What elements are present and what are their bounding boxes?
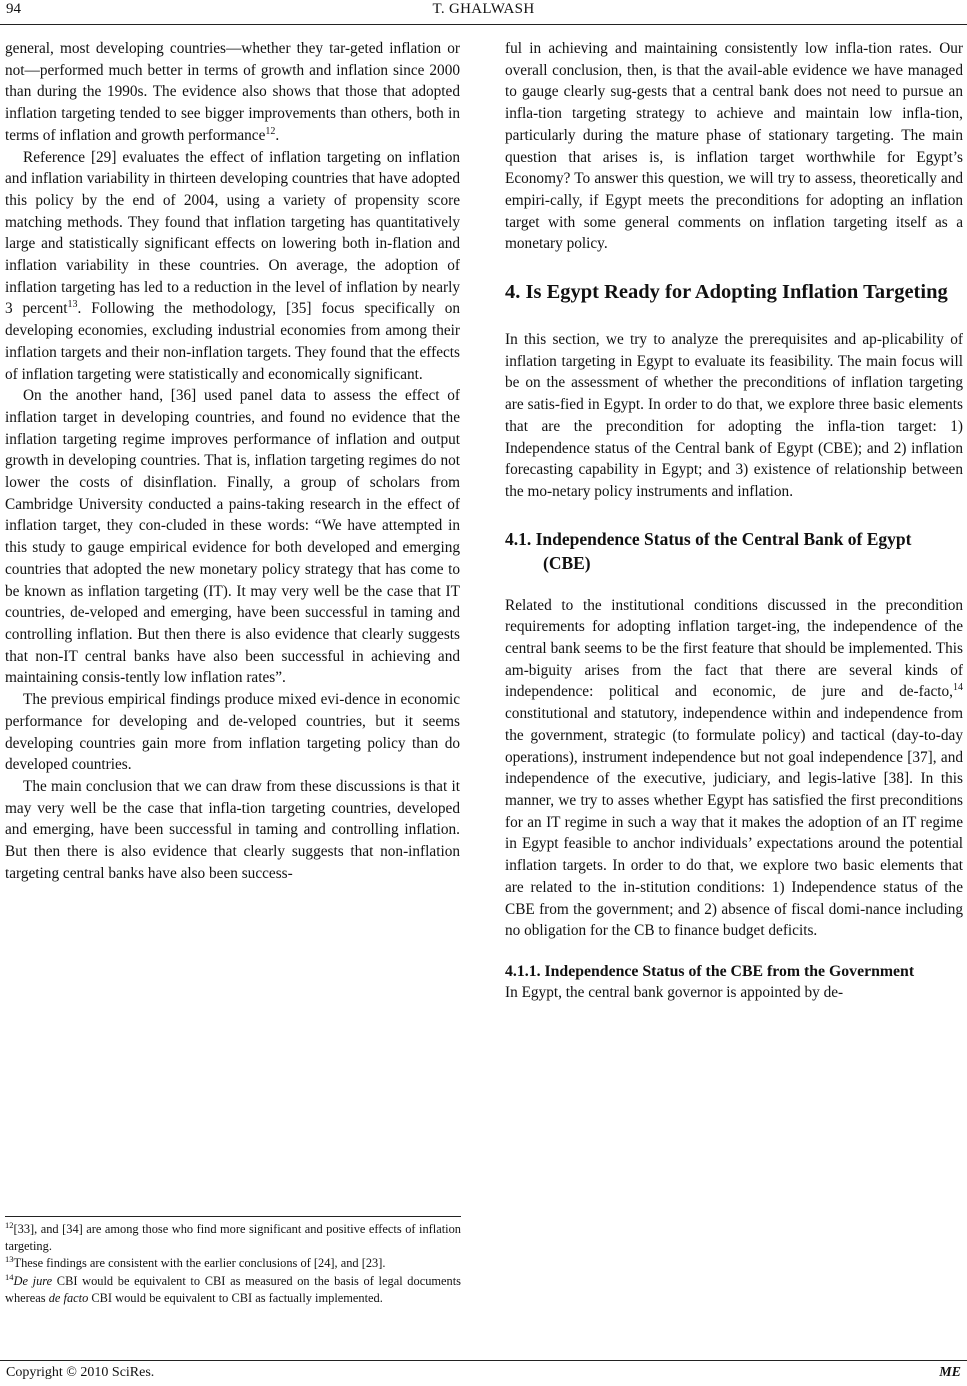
paragraph: ful in achieving and maintaining consistently low infla-tion rates. Our overall conclusion, then, is that the avail-able evidence we have managed to gauge clearly sug-gests that a central bank does not need to pursue an infla-tion targeting strategy to achieve and maintain low infla-tion, particularly during the mature phase of stationary targeting. The main question that arises is, is inflation target worthwhile for Egypt’s Economy? To answer this question, we will try to assess, theoretically and empiri-cally, if Egypt meets the preconditions for adopting an inflation target with some general comments on inflation targeting itself as a monetary policy. bbox=[505, 40, 963, 253]
paragraph: On the another hand, [36] used panel data to assess the effect of inflation target in developing countries, and found no evidence that the inflation targeting regime improves performance of inflation and output growth in developing countries. That is, inflation targeting regimes do not lower the costs of disinflation. Finally, a group of scholars from Cambridge University conducted a pains-taking research in the effect of inflation target, they con-cluded in these words: “We have attempted in this study to gauge empirical evidence for both developed and emerging countries that adopted the new monetary policy strategy that has come to be known as inflation targeting (IT). It may very well be the case that IT countries, de-veloped and emerging, have been successful in taming and controlling inflation. But then there is also evidence that clearly suggests that non-IT central banks have also been successful in achieving and maintaining consis-tently low inflation rates”. bbox=[5, 387, 460, 687]
paragraph: Related to the institutional conditions discussed in the precondition requirements for adopting inflation target-ing, the independence of the central bank seems to be the first feature that should be implemented. This am-biguity arises from the fact that there are several kinds of independence: political and economic, de jure and de-facto,$^{14}$ constitutional and statutory, independence within and independence from the government, strategic (to formulate policy) and tactical (day-to-day operations), instrument independence but not goal independence [37], and independence of the executive, judiciary, and legis-lative [38]. In this manner, we try to asses whether Egypt has satisfied the first preconditions for an IT regime in such a way that it makes the adoption of an IT regime in Egypt feasible to anchor individuals’ expectations around the potential inflation targets. In order to do that, we explore two basic elements that are related to the in-stitution conditions: 1) Independence status of the CBE from the government; and 2) absence of fiscal domi-nance including no obligation for the CB to finance budget deficits. bbox=[505, 596, 963, 940]
section-heading: 4. Is Egypt Ready for Adopting Inflation Targeting bbox=[505, 281, 948, 304]
paragraph: The previous empirical findings produce mixed evi-dence in economic performance for developing and de-veloped countries, but it seems developing countries gain more from inflation targeting policy than do developed countries. bbox=[5, 691, 460, 774]
left-column bbox=[5, 38, 460, 884]
footnote-marker[interactable]: 14 bbox=[953, 682, 963, 694]
footnote-marker[interactable]: 12 bbox=[265, 125, 276, 137]
footnote-marker[interactable]: 13 bbox=[67, 299, 78, 311]
subsection-heading: 4.1. Independence Status of the Central Bank of Egypt (CBE) bbox=[505, 528, 912, 573]
paragraph: In this section, we try to analyze the prerequisites and ap-plicability of inflation targeting in Egypt to evaluate its feasibility. The main focus will be on the assessment of whether the preconditions of inflation targeting are satis-fied in Egypt. In order to do that, we explore three basic elements that are the precondition for adopting the infla-tion target: 1) Independence status of the Central bank of Egypt (CBE); and 2) inflation forecasting capability in Egypt; and 3) existence of relationship between the mo-netary policy instruments and inflation. bbox=[505, 331, 963, 500]
paragraph: Reference [29] evaluates the effect of inflation targeting on inflation and inflation variability in thirteen developing countries that have adopted this policy by the end of 2004, using a variety of propensity score matching methods. They found that inflation targeting has quantitatively large and statistically significant effects on lowering both in-flation and inflation variability in these countries. On average, the adoption of inflation targeting has led to a reduction in the level of inflation by nearly 3 percent$^{13}$. Following the methodology, [35] focus specifically on developing economies, excluding industrial economies from among their inflation targets and their non-inflation targets. They found that the effects of inflation targeting were statistically and economically significant. bbox=[5, 148, 460, 383]
right-column bbox=[505, 38, 963, 1004]
footnotes bbox=[5, 1221, 461, 1307]
footnote-14: $^{14}$De jure CBI would be equivalent to CBI as measured on the basis of legal documents whereas de facto CBI would be equivalent to CBI as factually implemented. bbox=[5, 1271, 461, 1305]
subsubsection-heading: 4.1.1. Independence Status of the CBE from the Government bbox=[505, 962, 915, 980]
footnote-13: $^{13}$These findings are consistent with the earlier conclusions of [24], and [23]. bbox=[5, 1254, 386, 1271]
running-head: T. GHALWASH bbox=[432, 1, 535, 17]
page-number: 94 bbox=[6, 1, 21, 17]
footnote-12: $^{12}$[33], and [34] are among those who find more significant and positive effects of inflation targeting. bbox=[5, 1220, 461, 1254]
journal-abbrev: ME bbox=[939, 1365, 961, 1380]
copyright: Copyright © 2010 SciRes. bbox=[6, 1365, 155, 1380]
footnote-rule bbox=[5, 1216, 461, 1217]
paragraph: general, most developing countries—whether they tar-geted inflation or not—performed much better in terms of growth and inflation since 2000 than during the 1990s. The evidence also shows that those that adopted inflation targeting tended to see bigger improvements than others, both in terms of inflation and growth performance$^{12}$. bbox=[5, 40, 460, 144]
paragraph: In Egypt, the central bank governor is appointed by de- bbox=[505, 983, 844, 1001]
paragraph: The main conclusion that we can draw from these discussions is that it may very well be the case that infla-tion targeting countries, developed and emerging, have been successful in taming and controlling inflation. But then there is also evidence that clearly suggests that non-inflation targeting central banks have also been success- bbox=[5, 777, 460, 882]
header-rule bbox=[0, 24, 967, 25]
footer-rule bbox=[0, 1360, 967, 1361]
